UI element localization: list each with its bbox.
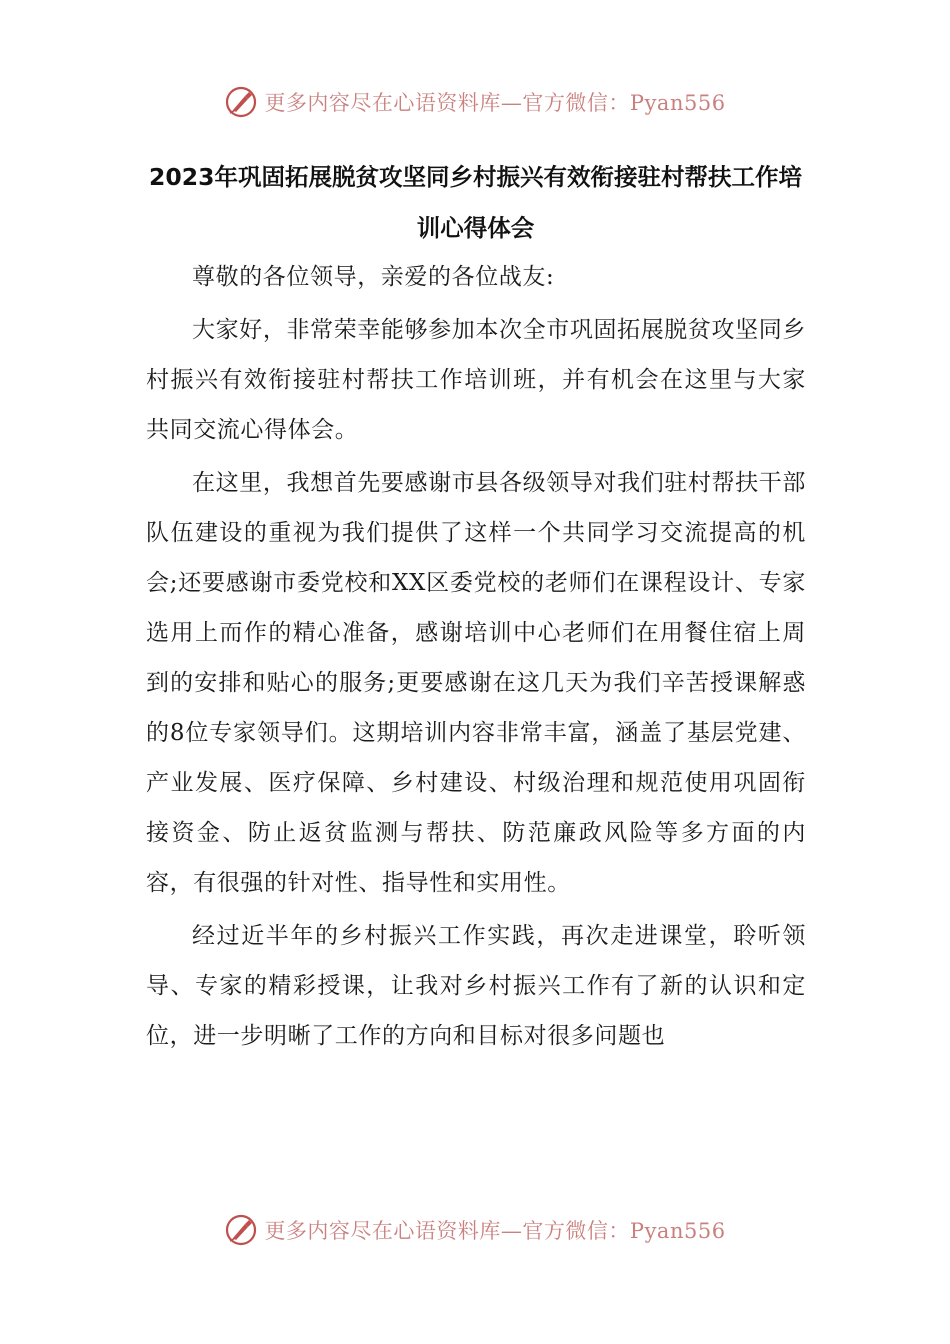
footer-watermark [0, 1210, 950, 1250]
header-watermark [0, 82, 950, 122]
pen-nib-logo-icon [224, 85, 258, 119]
paragraph-thanks: 在这里，我想首先要感谢市县各级领导对我们驻村帮扶干部队伍建设的重视为我们提供了这样一个共同学习交流提高的机会;还要感谢市委党校和XX区委党校的老师们在课程设计、专家选用上而作的精心准备，感谢培训中心老师们在用餐住宿上周到的安排和贴心的服务;更要感谢在这几天为我们辛苦授课解惑的8位专家领导们。这期培训内容非常丰富，涵盖了基层党建、产业发展、医疗保障、乡村建设、村级治理和规范使用巩固衔接资金、防止返贫监测与帮扶、防范廉政风险等多方面的内容，有很强的针对性、指导性和实用性。 [146, 470, 806, 896]
document-body [146, 252, 806, 1064]
paragraph-greeting: 尊敬的各位领导，亲爱的各位战友: [192, 264, 555, 290]
footer-watermark-text: 更多内容尽在心语资料库—官方微信：Pyan556 [264, 1219, 726, 1243]
header-watermark-text: 更多内容尽在心语资料库—官方微信：Pyan556 [264, 91, 726, 115]
paragraph-experience: 经过近半年的乡村振兴工作实践，再次走进课堂，聆听领导、专家的精彩授课，让我对乡村振兴工作有了新的认识和定位，进一步明晰了工作的方向和目标对很多问题也 [146, 923, 806, 1049]
document-title: 2023年巩固拓展脱贫攻坚同乡村振兴有效衔接驻村帮扶工作培训心得体会 [149, 163, 802, 242]
paragraph-intro: 大家好，非常荣幸能够参加本次全市巩固拓展脱贫攻坚同乡村振兴有效衔接驻村帮扶工作培训班，并有机会在这里与大家共同交流心得体会。 [146, 317, 806, 443]
pen-nib-logo-icon [224, 1213, 258, 1247]
